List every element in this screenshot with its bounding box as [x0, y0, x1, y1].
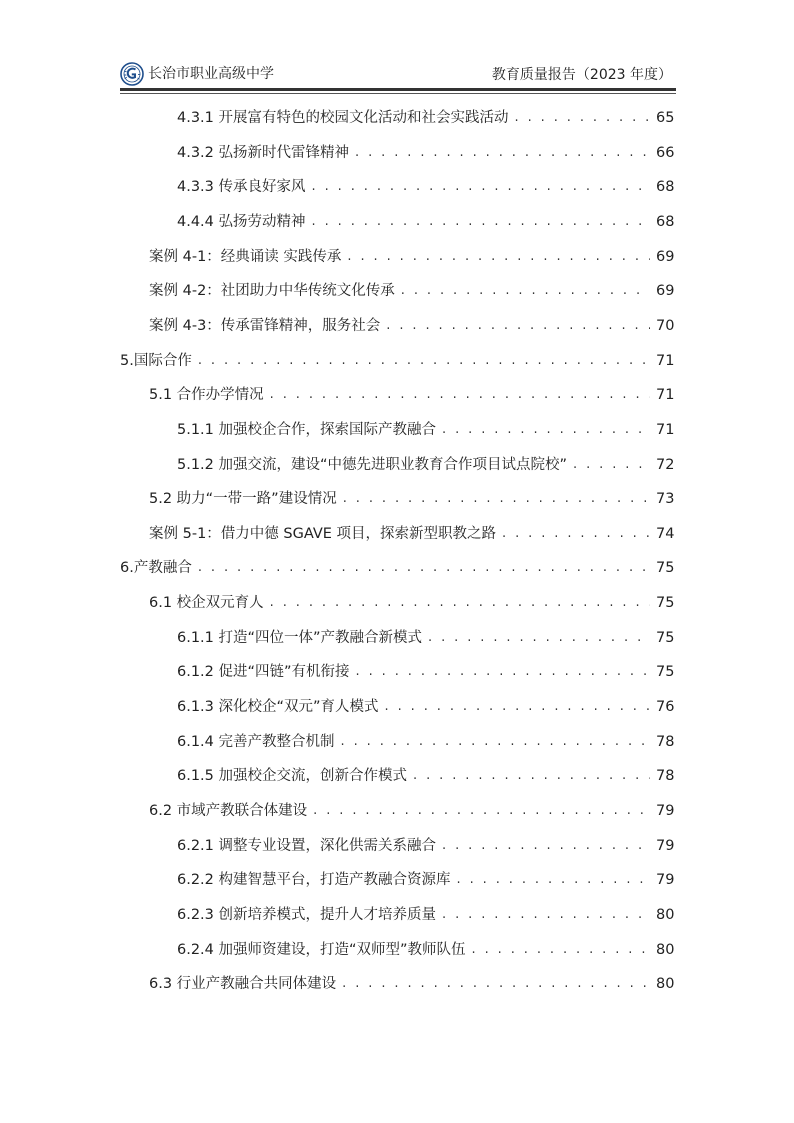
toc-entry-page-number: 65 — [656, 110, 675, 126]
toc-entry-page-number: 80 — [656, 941, 675, 958]
toc-entry-page-number: 76 — [656, 699, 675, 716]
toc-dot-leader — [341, 733, 650, 751]
toc-entry-title: 6.1 校企双元育人 — [149, 595, 264, 612]
toc-dot-leader — [442, 837, 650, 855]
toc-entry[interactable] — [177, 448, 674, 482]
toc-entry[interactable] — [177, 933, 674, 967]
toc-dot-leader — [347, 248, 650, 266]
school-name: 长治市职业高级中学 — [148, 66, 274, 82]
toc-entry-page-number: 78 — [656, 733, 675, 750]
toc-entry-page-number: 69 — [656, 248, 675, 265]
toc-entry-title: 6.2.1 调整专业设置，深化供需关系融合 — [177, 837, 437, 854]
toc-entry-title: 4.3.1 开展富有特色的校园文化活动和社会实践活动 — [177, 110, 509, 126]
toc-entry[interactable] — [120, 344, 674, 378]
toc-entry[interactable] — [177, 898, 674, 932]
toc-entry-page-number: 72 — [656, 456, 675, 473]
toc-entry-page-number: 75 — [656, 629, 675, 646]
header-divider-thick — [120, 88, 676, 91]
toc-entry-page-number: 79 — [656, 872, 675, 889]
toc-entry[interactable] — [149, 967, 674, 1001]
toc-entry-title: 4.4.4 弘扬劳动精神 — [177, 213, 306, 230]
toc-entry-title: 5.国际合作 — [120, 352, 192, 369]
toc-dot-leader — [428, 629, 650, 647]
toc-entry-title: 6.产教融合 — [120, 560, 192, 577]
toc-entry[interactable] — [177, 759, 674, 793]
toc-entry-page-number: 80 — [656, 906, 675, 923]
school-logo-icon — [120, 62, 144, 86]
toc-entry-title: 6.1.5 加强校企交流，创新合作模式 — [177, 768, 408, 785]
toc-entry-title: 案例 4-3：传承雷锋精神，服务社会 — [149, 317, 381, 334]
toc-entry-page-number: 68 — [656, 179, 675, 196]
toc-dot-leader — [270, 386, 650, 404]
toc-entry-title: 6.2.4 加强师资建设，打造“双师型”教师队伍 — [177, 941, 466, 958]
toc-entry[interactable] — [149, 517, 674, 551]
toc-entry[interactable] — [177, 136, 674, 170]
toc-entry-title: 案例 4-1：经典诵读 实践传承 — [149, 248, 342, 265]
toc-dot-leader — [355, 144, 650, 162]
toc-dot-leader — [502, 525, 650, 543]
toc-dot-leader — [343, 490, 650, 508]
toc-dot-leader — [401, 282, 650, 300]
toc-entry-page-number: 80 — [656, 976, 675, 993]
toc-dot-leader — [198, 352, 650, 370]
report-title: 教育质量报告（2023 年度） — [491, 67, 672, 83]
toc-dot-leader — [313, 802, 650, 820]
toc-entry[interactable] — [177, 205, 674, 239]
toc-entry[interactable] — [177, 725, 674, 759]
toc-entry-page-number: 71 — [656, 387, 675, 404]
toc-entry[interactable] — [149, 794, 674, 828]
toc-entry[interactable] — [177, 690, 674, 724]
toc-dot-leader — [312, 213, 650, 231]
toc-entry-page-number: 75 — [656, 560, 675, 577]
toc-entry[interactable] — [149, 378, 674, 412]
toc-entry-page-number: 74 — [656, 525, 675, 542]
toc-entry[interactable] — [120, 551, 674, 585]
toc-entry[interactable] — [149, 240, 674, 274]
toc-entry-page-number: 66 — [656, 144, 675, 161]
toc-entry[interactable] — [149, 482, 674, 516]
toc-dot-leader — [198, 559, 650, 577]
page-header — [120, 56, 676, 92]
toc-entry-title: 6.2 市域产教联合体建设 — [149, 803, 308, 819]
toc-entry-title: 6.2.3 创新培养模式，提升人才培养质量 — [177, 906, 437, 923]
toc-dot-leader — [442, 906, 650, 924]
toc-entry[interactable] — [177, 101, 674, 135]
toc-entry-title: 6.1.4 完善产教整合机制 — [177, 733, 335, 750]
toc-entry-page-number: 75 — [656, 595, 675, 612]
toc-entry-title: 案例 4-2：社团助力中华传统文化传承 — [149, 283, 395, 300]
toc-dot-leader — [342, 975, 650, 993]
toc-entry[interactable] — [177, 413, 674, 447]
toc-entry-page-number: 71 — [656, 421, 675, 438]
toc-entry-title: 5.1.2 加强交流，建设“中德先进职业教育合作项目试点院校” — [177, 456, 568, 473]
toc-entry-page-number: 69 — [656, 283, 675, 300]
toc-entry-page-number: 71 — [656, 352, 675, 369]
toc-entry[interactable] — [149, 274, 674, 308]
toc-dot-leader — [385, 698, 650, 716]
toc-entry-title: 6.1.3 深化校企“双元”育人模式 — [177, 699, 379, 716]
toc-dot-leader — [413, 767, 650, 785]
toc-entry[interactable] — [177, 621, 674, 655]
toc-entry-page-number: 78 — [656, 768, 675, 785]
toc-entry-title: 案例 5-1：借力中德 SGAVE 项目，探索新型职教之路 — [149, 525, 497, 542]
toc-dot-leader — [312, 178, 650, 196]
toc-dot-leader — [356, 663, 650, 681]
toc-entry-page-number: 68 — [656, 213, 675, 230]
toc-entry-title: 6.3 行业产教融合共同体建设 — [149, 976, 337, 993]
toc-entry-title: 6.1.1 打造“四位一体”产教融合新模式 — [177, 629, 423, 646]
toc-dot-leader — [270, 594, 650, 612]
toc-entry[interactable] — [149, 586, 674, 620]
toc-entry-page-number: 79 — [656, 803, 675, 819]
toc-entry[interactable] — [177, 655, 674, 689]
toc-entry-title: 5.2 助力“一带一路”建设情况 — [149, 491, 337, 508]
toc-entry[interactable] — [149, 309, 674, 343]
toc-entry[interactable] — [177, 829, 674, 863]
toc-dot-leader — [472, 941, 650, 959]
toc-entry-title: 5.1.1 加强校企合作，探索国际产教融合 — [177, 421, 437, 438]
toc-entry-page-number: 75 — [656, 664, 675, 681]
toc-dot-leader — [573, 456, 650, 474]
toc-entry-title: 6.1.2 促进“四链”有机衔接 — [177, 664, 350, 681]
toc-entry[interactable] — [177, 170, 674, 204]
toc-entry-page-number: 70 — [656, 317, 675, 334]
toc-entry-page-number: 73 — [656, 491, 675, 508]
toc-entry-title: 4.3.2 弘扬新时代雷锋精神 — [177, 144, 350, 161]
toc-entry-page-number: 79 — [656, 837, 675, 854]
toc-dot-leader — [442, 421, 650, 439]
toc-entry[interactable] — [177, 863, 674, 897]
header-divider-thin — [120, 93, 676, 94]
toc-dot-leader — [457, 871, 650, 889]
toc-entry-title: 6.2.2 构建智慧平台，打造产教融合资源库 — [177, 872, 451, 889]
toc-entry-title: 4.3.3 传承良好家风 — [177, 179, 306, 196]
toc-dot-leader — [515, 109, 650, 127]
toc-dot-leader — [386, 317, 650, 335]
toc-entry-title: 5.1 合作办学情况 — [149, 387, 264, 404]
